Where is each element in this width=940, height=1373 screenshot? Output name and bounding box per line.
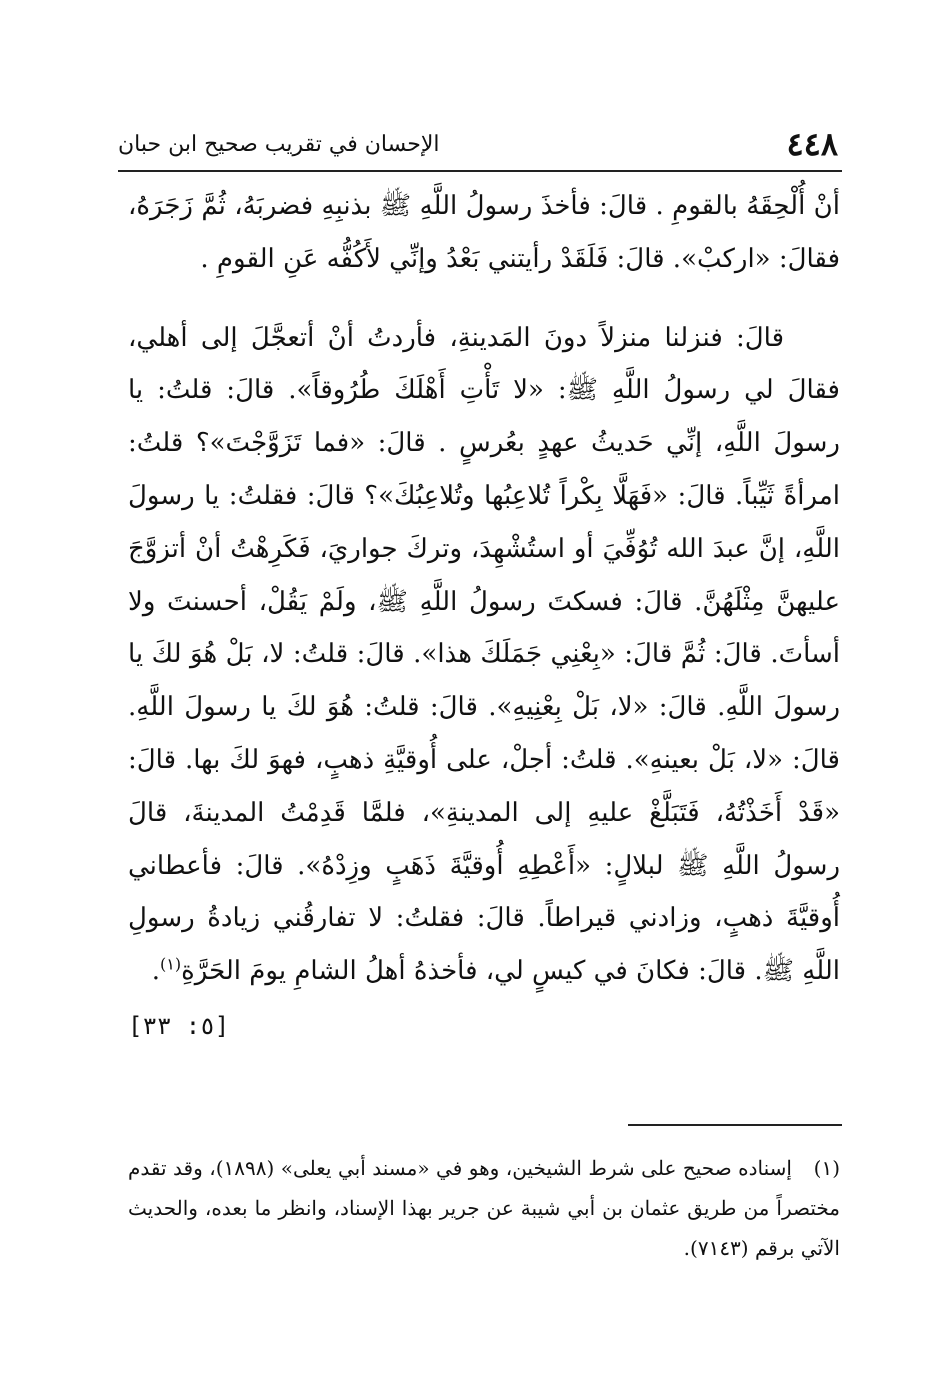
main-text xyxy=(128,180,840,1053)
footnote-number: (١) xyxy=(813,1156,840,1180)
paragraph-gap xyxy=(128,286,840,312)
hadith-reference: [٥: ٣٣] xyxy=(128,1011,230,1040)
footnote-rule xyxy=(628,1124,842,1126)
header-rule xyxy=(118,170,842,172)
paragraph-2-text: قالَ: فنزلنا منزلاً دونَ المَدينةِ، فأردتُ أنْ أتعجَّلَ إلى أهلي، فقالَ لي رسولُ اللَّهِ ﷺ: «لا تَأْتِ أَهْلَكَ طُرُوقاً». قالَ: قلتُ: يا رسولَ اللَّهِ، إنِّي حَديثُ عهدٍ بعُرسٍ . قالَ: «فما تَزَوَّجْتَ»؟ قلتُ: امرأةً ثَيِّباً. قالَ: «فَهَلَّا بِكْراً تُلاعِبُها وتُلاعِبُكَ»؟ قالَ: فقلتُ: يا رسولَ اللَّهِ، إنَّ عبدَ الله تُوُفِّيَ أو استُشْهِدَ، وتركَ جواريَ، فَكَرِهْتُ أنْ أتزوَّجَ عليهنَّ مِثْلَهُنَّ. قالَ: فسكتَ رسولُ اللَّهِ ﷺ، ولَمْ يَقُلْ، أحسنتَ ولا أسأتَ. قالَ: ثُمَّ قالَ: «بِعْنِي جَمَلَكَ هذا». قالَ: قلتُ: لا، بَلْ هُوَ لكَ يا رسولَ اللَّهِ. قالَ: «لا، بَلْ بِعْنِيهِ». قالَ: قلتُ: هُوَ لكَ يا رسولَ اللَّهِ. قالَ: «لا، بَلْ بعينهِ». قلتُ: أجلْ، على أُوقيَّةِ ذهبٍ، فهوَ لكَ بها. قالَ: «قَدْ أَخَذْتُهُ، فَتَبَلَّغْ عليهِ إلى المدينةِ»، فلمَّا قَدِمْتُ المدينةَ، قالَ رسولُ اللَّهِ ﷺ لبلالٍ: «أَعْطِهِ أُوقيَّةَ ذَهَبٍ وزِدْهُ». قالَ: فأعطاني أُوقيَّةَ ذهبٍ، وزادني قيراطاً. قالَ: فقلتُ: لا تفارقُني زيادةُ رسولِ اللَّهِ ﷺ. قالَ: فكانَ في كيسٍ لي، فأخذهُ أهلُ الشامِ يومَ الحَرَّةِ xyxy=(128,322,840,987)
footnote-text: إسناده صحيح على شرط الشيخين، وهو في «مسند أبي يعلى» (١٨٩٨)، وقد تقدم مختصراً من طريق عثمان بن أبي شيبة عن جرير بهذا الإسناد، وانظر ما بعده، والحديث الآتي برقم (٧١٤٣). xyxy=(128,1156,840,1260)
running-title: الإحسان في تقريب صحيح ابن حبان xyxy=(118,132,440,157)
footnote-1 xyxy=(128,1148,840,1268)
paragraph-1: أنْ أُلْحِقَهُ بالقومِ . قالَ: فأخذَ رسولُ اللَّهِ ﷺ بذنبِهِ فضربَهُ، ثُمَّ زَجَرَهُ، فقالَ: «اركبْ». قالَ: فَلَقَدْ رأيتني بَعْدُ وإنِّي لأَكُفُّه عَنِ القومِ . xyxy=(128,191,840,274)
footnotes xyxy=(128,1148,840,1268)
page-number: ٤٤٨ xyxy=(786,125,838,163)
paragraph-2: قالَ: فنزلنا منزلاً دونَ المَدينةِ، فأردتُ أنْ أتعجَّلَ إلى أهلي، فقالَ لي رسولُ اللَّهِ ﷺ: «لا تَأْتِ أَهْلَكَ طُرُوقاً». قالَ: قلتُ: يا رسولَ اللَّهِ، إنِّي حَديثُ عهدٍ بعُرسٍ . قالَ: «فما تَزَوَّجْتَ»؟ قلتُ: امرأةً ثَيِّباً. قالَ: «فَهَلَّا بِكْراً تُلاعِبُها وتُلاعِبُكَ»؟ قالَ: فقلتُ: يا رسولَ اللَّهِ، إنَّ عبدَ الله تُوُفِّيَ أو استُشْهِدَ، وتركَ جواريَ، فَكَرِهْتُ أنْ أتزوَّجَ عليهنَّ مِثْلَهُنَّ. قالَ: فسكتَ رسولُ اللَّهِ ﷺ، ولَمْ يَقُلْ، أحسنتَ ولا أسأتَ. قالَ: ثُمَّ قالَ: «بِعْنِي جَمَلَكَ هذا». قالَ: قلتُ: لا، بَلْ هُوَ لكَ يا رسولَ اللَّهِ. قالَ: «لا، بَلْ بِعْنِيهِ». قالَ: قلتُ: هُوَ لكَ يا رسولَ اللَّهِ. قالَ: «لا، بَلْ بعينهِ». قلتُ: أجلْ، على أُوقيَّةِ ذهبٍ، فهوَ لكَ بها. قالَ: «قَدْ أَخَذْتُهُ، فَتَبَلَّغْ عليهِ إلى المدينةِ»، فلمَّا قَدِمْتُ المدينةَ، قالَ رسولُ اللَّهِ ﷺ لبلالٍ: «أَعْطِهِ أُوقيَّةَ ذَهَبٍ وزِدْهُ». قالَ: فأعطاني أُوقيَّةَ ذهبٍ، وزادني قيراطاً. قالَ: فقلتُ: لا تفارقُني زيادةُ رسولِ اللَّهِ ﷺ. قالَ: فكانَ في كيسٍ لي، فأخذهُ أهلُ الشامِ يومَ الحَرَّةِ$^{(١)}$. [٥: ٣٣] xyxy=(128,312,840,998)
page-header xyxy=(118,124,838,164)
footnote-marker[interactable]: (١) xyxy=(160,954,182,974)
